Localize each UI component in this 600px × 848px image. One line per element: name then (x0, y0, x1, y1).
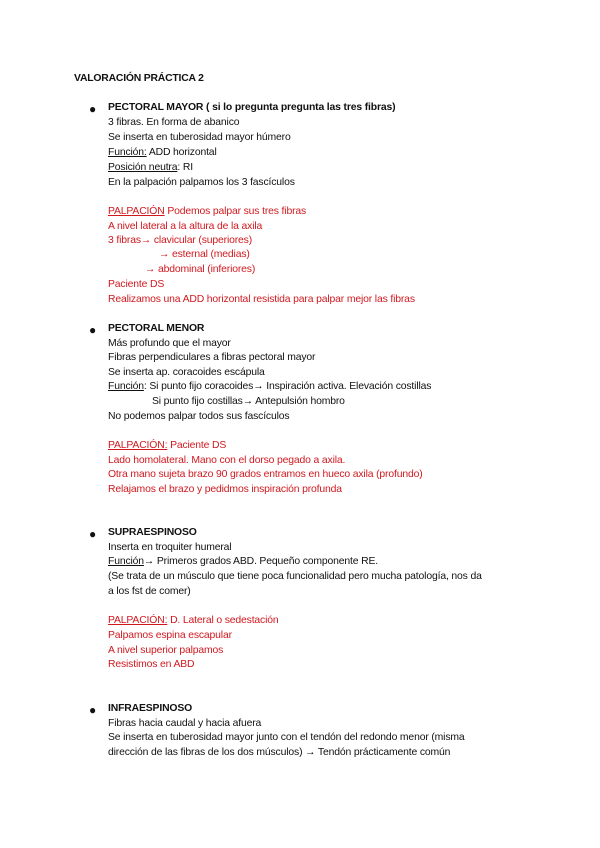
text-line: Fibras hacia caudal y hacia afuera (108, 718, 262, 729)
palpacion-text-line: Otra mano sujeta brazo 90 grados entramos en hueco axila (profundo) (108, 469, 423, 480)
funcion-text: ADD horizontal (146, 147, 217, 158)
text-line: Fibras perpendiculares a fibras pectoral mayor (108, 352, 316, 363)
palpacion-label: PALPACIÓN: (108, 615, 168, 626)
text-line: (Se trata de un músculo que tiene poca funcionalidad pero mucha patología, nos da (108, 571, 482, 582)
text-line: Se inserta en tuberosidad mayor húmero (108, 132, 291, 143)
funcion-line (108, 554, 378, 569)
palpacion-text-line: A nivel superior palpamos (108, 645, 224, 656)
text-line: a los fst de comer) (108, 586, 191, 597)
palpacion-text-line: Relajamos el brazo y pedidmos inspiración profunda (108, 484, 342, 495)
palpacion-line (108, 438, 226, 453)
text-line: 3 fibras. En forma de abanico (108, 117, 240, 128)
palpacion-text-line: A nivel lateral a la altura de la axila (108, 221, 263, 232)
posicion-line (108, 160, 193, 175)
text-line: dirección de las fibras de los dos músculos) → Tendón prácticamente común (108, 747, 451, 758)
bullet-icon: ● (89, 102, 97, 116)
palpacion-text: Podemos palpar sus tres fibras (164, 206, 307, 217)
text-line: Se inserta ap. coracoides escápula (108, 367, 265, 378)
palpacion-text-line: Realizamos una ADD horizontal resistida para palpar mejor las fibras (108, 294, 415, 305)
funcion-text-continued: Si punto fijo costillas→ Antepulsión hombro (152, 396, 345, 407)
funcion-text: → Primeros grados ABD. Pequeño componente RE. (143, 556, 379, 567)
text-line: Inserta en troquiter humeral (108, 542, 232, 553)
document-title: VALORACIÓN PRÁCTICA 2 (74, 73, 204, 84)
funcion-label: Función: (108, 147, 147, 158)
section-heading-infraespinoso: INFRAESPINOSO (108, 703, 193, 714)
palpacion-text-line: Resistimos en ABD (108, 659, 195, 670)
palpacion-text-line: Paciente DS (108, 279, 165, 290)
section-heading-pectoral-mayor: PECTORAL MAYOR ( si lo pregunta pregunta las tres fibras) (108, 102, 396, 113)
funcion-text: : Si punto fijo coracoides→ Inspiración activa. Elevación costillas (143, 381, 432, 392)
palpacion-text-line: Palpamos espina escapular (108, 630, 232, 641)
palpacion-line (108, 204, 306, 219)
bullet-icon: ● (89, 527, 97, 541)
palpacion-label: PALPACIÓN (108, 206, 165, 217)
text-line: No podemos palpar todos sus fascículos (108, 411, 290, 422)
palpacion-text-line: → abdominal (inferiores) (145, 264, 256, 275)
posicion-label: Posición neutra (108, 162, 178, 173)
palpacion-text-line: Lado homolateral. Mano con el dorso pegado a axila. (108, 455, 346, 466)
palpacion-text: D. Lateral o sedestación (167, 615, 279, 626)
palpacion-text-line: → esternal (medias) (159, 249, 250, 260)
text-line: Más profundo que el mayor (108, 338, 231, 349)
section-heading-pectoral-menor: PECTORAL MENOR (108, 323, 205, 334)
funcion-label: Función (108, 381, 144, 392)
palpacion-text: Paciente DS (167, 440, 227, 451)
posicion-text: : RI (177, 162, 193, 173)
bullet-icon: ● (89, 703, 97, 717)
funcion-line (108, 145, 217, 160)
text-line: Se inserta en tuberosidad mayor junto con el tendón del redondo menor (misma (108, 732, 465, 743)
funcion-line (108, 379, 431, 394)
section-heading-supraespinoso: SUPRAESPINOSO (108, 527, 197, 538)
text-line: En la palpación palpamos los 3 fascículos (108, 177, 295, 188)
funcion-label: Función (108, 556, 144, 567)
palpacion-label: PALPACIÓN: (108, 440, 168, 451)
bullet-icon: ● (89, 323, 97, 337)
palpacion-line (108, 613, 279, 628)
palpacion-text-line: 3 fibras→ clavicular (superiores) (108, 235, 253, 246)
